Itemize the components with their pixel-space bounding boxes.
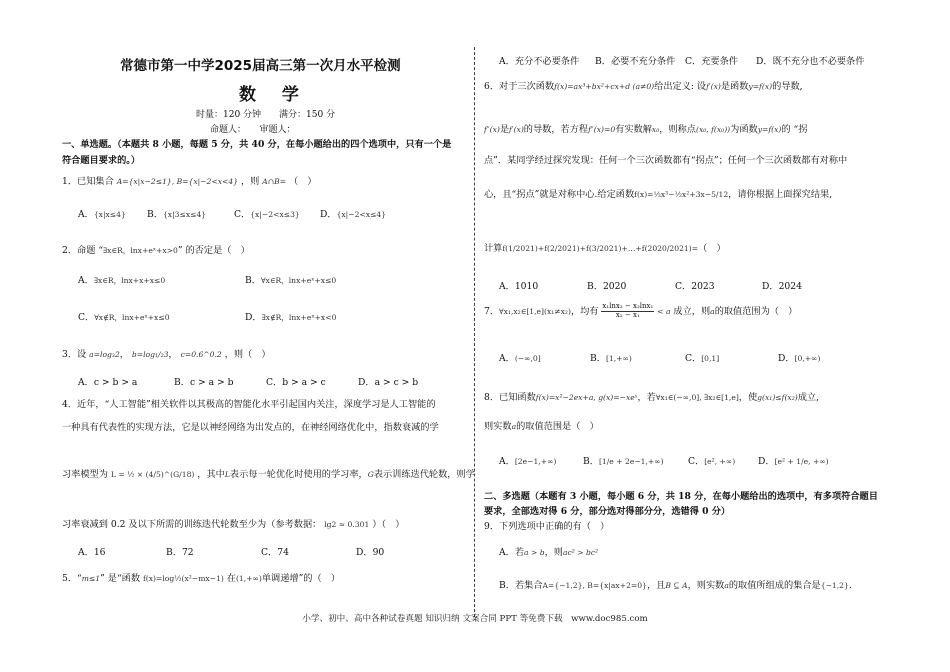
q5-option-c[interactable]: C．充要条件 xyxy=(685,56,738,67)
q2-option-a[interactable]: A．∃x∈R，lnx+x+x≤0 xyxy=(78,275,166,286)
q4-line-2: 一种具有代表性的实现方法，它是以神经网络为出发点的，在神经网络优化中，指数衰减的学 xyxy=(62,422,439,433)
q3-option-c[interactable]: C．b > a > c xyxy=(266,377,326,388)
q5-condition-formula: m≤1 xyxy=(81,574,101,583)
q8-line-2: 则实数a的取值范围是（ ） xyxy=(484,421,599,432)
q3-a-formula: a=log₃2 xyxy=(89,350,120,359)
q6-option-c[interactable]: C．2023 xyxy=(675,281,715,292)
q6-line-3: 点”．某同学经过探究发现：任何一个三次函数都有“拐点”；任何一个三次函数都有对称中 xyxy=(484,155,848,166)
q7-domain-formula: ∀x₁,x₂∈[1,e](x₁≠x₂) xyxy=(499,307,571,316)
q4-line-4: 习率衰减到 0.2 及以下所需的训练迭代轮数至少为（参考数据： lg2 ≈ 0.301 ）（ ） xyxy=(62,519,405,530)
question-1-stem xyxy=(62,173,317,187)
q4-learning-rate-formula: L = ½ × (4/5)^(G/18) xyxy=(110,470,195,479)
q8-line-1: 8．已知函数f(x)=x²−2ex+a, g(x)=−xeˣ，若∀x₁∈(−∞,0], ∃x₂∈[1,e]，使g(x₁)≤f(x₂)成立, xyxy=(484,392,820,403)
column-divider xyxy=(474,47,475,617)
q7-option-a[interactable]: A．(−∞,0] xyxy=(499,353,541,364)
q6-option-a[interactable]: A．1010 xyxy=(499,281,539,292)
q8-option-c[interactable]: C．[e², +∞) xyxy=(688,456,736,467)
q8-option-a[interactable]: A．[2e−1,+∞) xyxy=(499,456,557,467)
q9-stem: 9．下列选项中正确的有（ ） xyxy=(484,521,610,532)
q4-option-a[interactable]: A．16 xyxy=(78,547,106,558)
q6-option-b[interactable]: B．2020 xyxy=(587,281,627,292)
q6-line-5: 计算f(1/2021)+f(2/2021)+f(3/2021)+…+f(2020/2021)=（ ） xyxy=(484,243,726,254)
q5-option-b[interactable]: B．必要不充分条件 xyxy=(595,56,676,67)
q1-option-d[interactable]: D．{x|−2<x≤4} xyxy=(320,209,387,220)
q5-option-d[interactable]: D．既不充分也不必要条件 xyxy=(756,56,865,67)
q7-option-d[interactable]: D．[0,+∞) xyxy=(778,353,821,364)
q1-sets-formula: A={x|x−2≤1}, B={x|−2<x<4} xyxy=(116,177,239,186)
q4-option-c[interactable]: C．74 xyxy=(261,547,289,558)
q6-sum-formula: f(1/2021)+f(2/2021)+f(3/2021)+…+f(2020/2021)= xyxy=(502,244,699,253)
q7-fraction: $\frac{\text{x₁lnx₂ − x₂lnx₁}}{\text{x₂ − x₁}}$ xyxy=(602,302,654,319)
subject-title: 数 学 xyxy=(239,85,309,105)
q4-reference-data: lg2 ≈ 0.301 xyxy=(324,520,370,529)
question-3-stem: 3．设 a=log₃2， b=log₁/₂3， c=0.6^0.2 ，则（ ） xyxy=(62,349,271,360)
section2-heading-line1: 二、多选题（本题有 3 小题，每小题 6 分，共 18 分，在每小题给出的选项中，有多项符合题目 xyxy=(484,491,878,502)
exam-title: 常德市第一中学2025届高三第一次月水平检测 xyxy=(120,58,401,74)
q2-option-c[interactable]: C．∀x∉R，lnx+eˣ+x≤0 xyxy=(78,312,170,323)
q2-option-b[interactable]: B．∀x∈R，lnx+eˣ+x≤0 xyxy=(245,275,337,286)
q5-option-a[interactable]: A．充分不必要条件 xyxy=(499,56,580,67)
q1-option-a[interactable]: A．{x|x≤4} xyxy=(78,209,126,220)
q3-option-a[interactable]: A．c > b > a xyxy=(78,377,138,388)
q6-given-function: f(x)=⅓x³−½x²+3x−5/12 xyxy=(634,190,729,199)
q6-line-2: f″(x)是f′(x)的导数，若方程f″(x)=0有实数解x₀，则称点(x₀, f(x₀))为函数y=f(x)的 “拐 xyxy=(484,124,808,135)
q6-cubic-formula: f(x)=ax³+bx²+cx+d (a≠0) xyxy=(554,82,655,91)
q1-option-b[interactable]: B．{x|3≤x≤4} xyxy=(147,209,207,220)
authors-line: 命题人： 审题人： xyxy=(210,125,296,135)
q5-function-formula: f(x)=log½(x²−mx−1) xyxy=(142,574,224,583)
q7-option-c[interactable]: C．[0,1] xyxy=(685,353,720,364)
q4-line-3: 习率模型为 L = ½ × (4/5)^(G/18) ，其中L表示每一轮优化时使用的学习率，G表示训练迭代轮数，则学 xyxy=(62,469,475,480)
q3-option-d[interactable]: D．a > c > b xyxy=(358,377,419,388)
q7-option-b[interactable]: B．[1,+∞) xyxy=(590,353,632,364)
q9-option-a[interactable]: A．若a > b，则ac² > bc² xyxy=(499,547,599,558)
q6-option-d[interactable]: D．2024 xyxy=(762,281,802,292)
footer-watermark: 小学、初中、高中各种试卷真题 知识归纳 文案合同 PPT 等免费下载 www.doc985.com xyxy=(302,614,648,624)
q8-functions-formula: f(x)=x²−2ex+a, g(x)=−xeˣ xyxy=(535,393,638,402)
q1-stem-text-2: ，则 xyxy=(240,176,260,187)
q7-stem: 7．∀x₁,x₂∈[1,e](x₁≠x₂)，均有 $\frac{\text{x₁lnx₂ − x₂lnx₁}}{\text{x₂ − x₁}}$ < a 成立，则a的取值范围为（ ） xyxy=(484,302,798,319)
question-2-stem: 2．命题 “∃x∈R，lnx+eˣ+x>0” 的否定是（ ） xyxy=(62,245,250,256)
section2-heading-line2: 要求，全部选对得 6 分，部分选对得部分分，选错得 0 分） xyxy=(484,506,731,517)
q4-option-b[interactable]: B．72 xyxy=(166,547,194,558)
q1-stem-paren: （ ） xyxy=(289,176,317,187)
q3-b-formula: b=log₁/₂3 xyxy=(131,350,169,359)
q3-c-formula: c=0.6^0.2 xyxy=(180,350,222,359)
q9-option-b[interactable]: B．若集合A={−1,2}, B={x|ax+2=0}，且B ⊆ A，则实数a的取值所组成的集合是{−1,2}. xyxy=(499,580,852,591)
q3-option-b[interactable]: B．c > a > b xyxy=(174,377,234,388)
q8-option-b[interactable]: B．[1/e + 2e−1,+∞) xyxy=(583,456,664,467)
q6-line-4: 心，且“拐点”就是对称中心.给定函数f(x)=⅓x³−½x²+3x−5/12，请你根据上面探究结果, xyxy=(484,189,833,200)
q1-intersection-formula: A∩B= xyxy=(262,177,287,186)
q6-line-1: 6．对于三次函数f(x)=ax³+bx²+cx+d (a≠0)给出定义: 设f′(x)是函数y=f(x)的导数, xyxy=(484,81,803,92)
section1-heading-line1: 一、单选题。（本题共 8 小题，每题 5 分，共 40 分，在每小题给出的四个选项中，只有一个是 xyxy=(62,139,452,150)
q1-option-c[interactable]: C．{x|−2<x≤3} xyxy=(234,209,300,220)
time-info: 时量：120 分钟 满分：150 分 xyxy=(196,110,336,120)
q2-option-d[interactable]: D．∃x∉R，lnx+eˣ+x<0 xyxy=(245,312,337,323)
q2-proposition-formula: ∃x∈R，lnx+eˣ+x>0 xyxy=(103,246,178,255)
q4-line-1: 4．近年，“人工智能”相关软件以其极高的智能化水平引起国内关注，深度学习是人工智能的 xyxy=(62,399,436,410)
section1-heading-line2: 符合题目要求的。） xyxy=(62,155,141,166)
q1-stem-text: 1．已知集合 xyxy=(62,176,114,187)
q4-option-d[interactable]: D．90 xyxy=(356,547,385,558)
q5-interval: (1,+∞) xyxy=(235,574,262,583)
question-5-stem: 5．“m≤1” 是“函数 f(x)=log½(x²−mx−1) 在(1,+∞)单调递增”的（ ） xyxy=(62,573,341,584)
q8-option-d[interactable]: D．[e² + 1/e, +∞) xyxy=(758,456,829,467)
